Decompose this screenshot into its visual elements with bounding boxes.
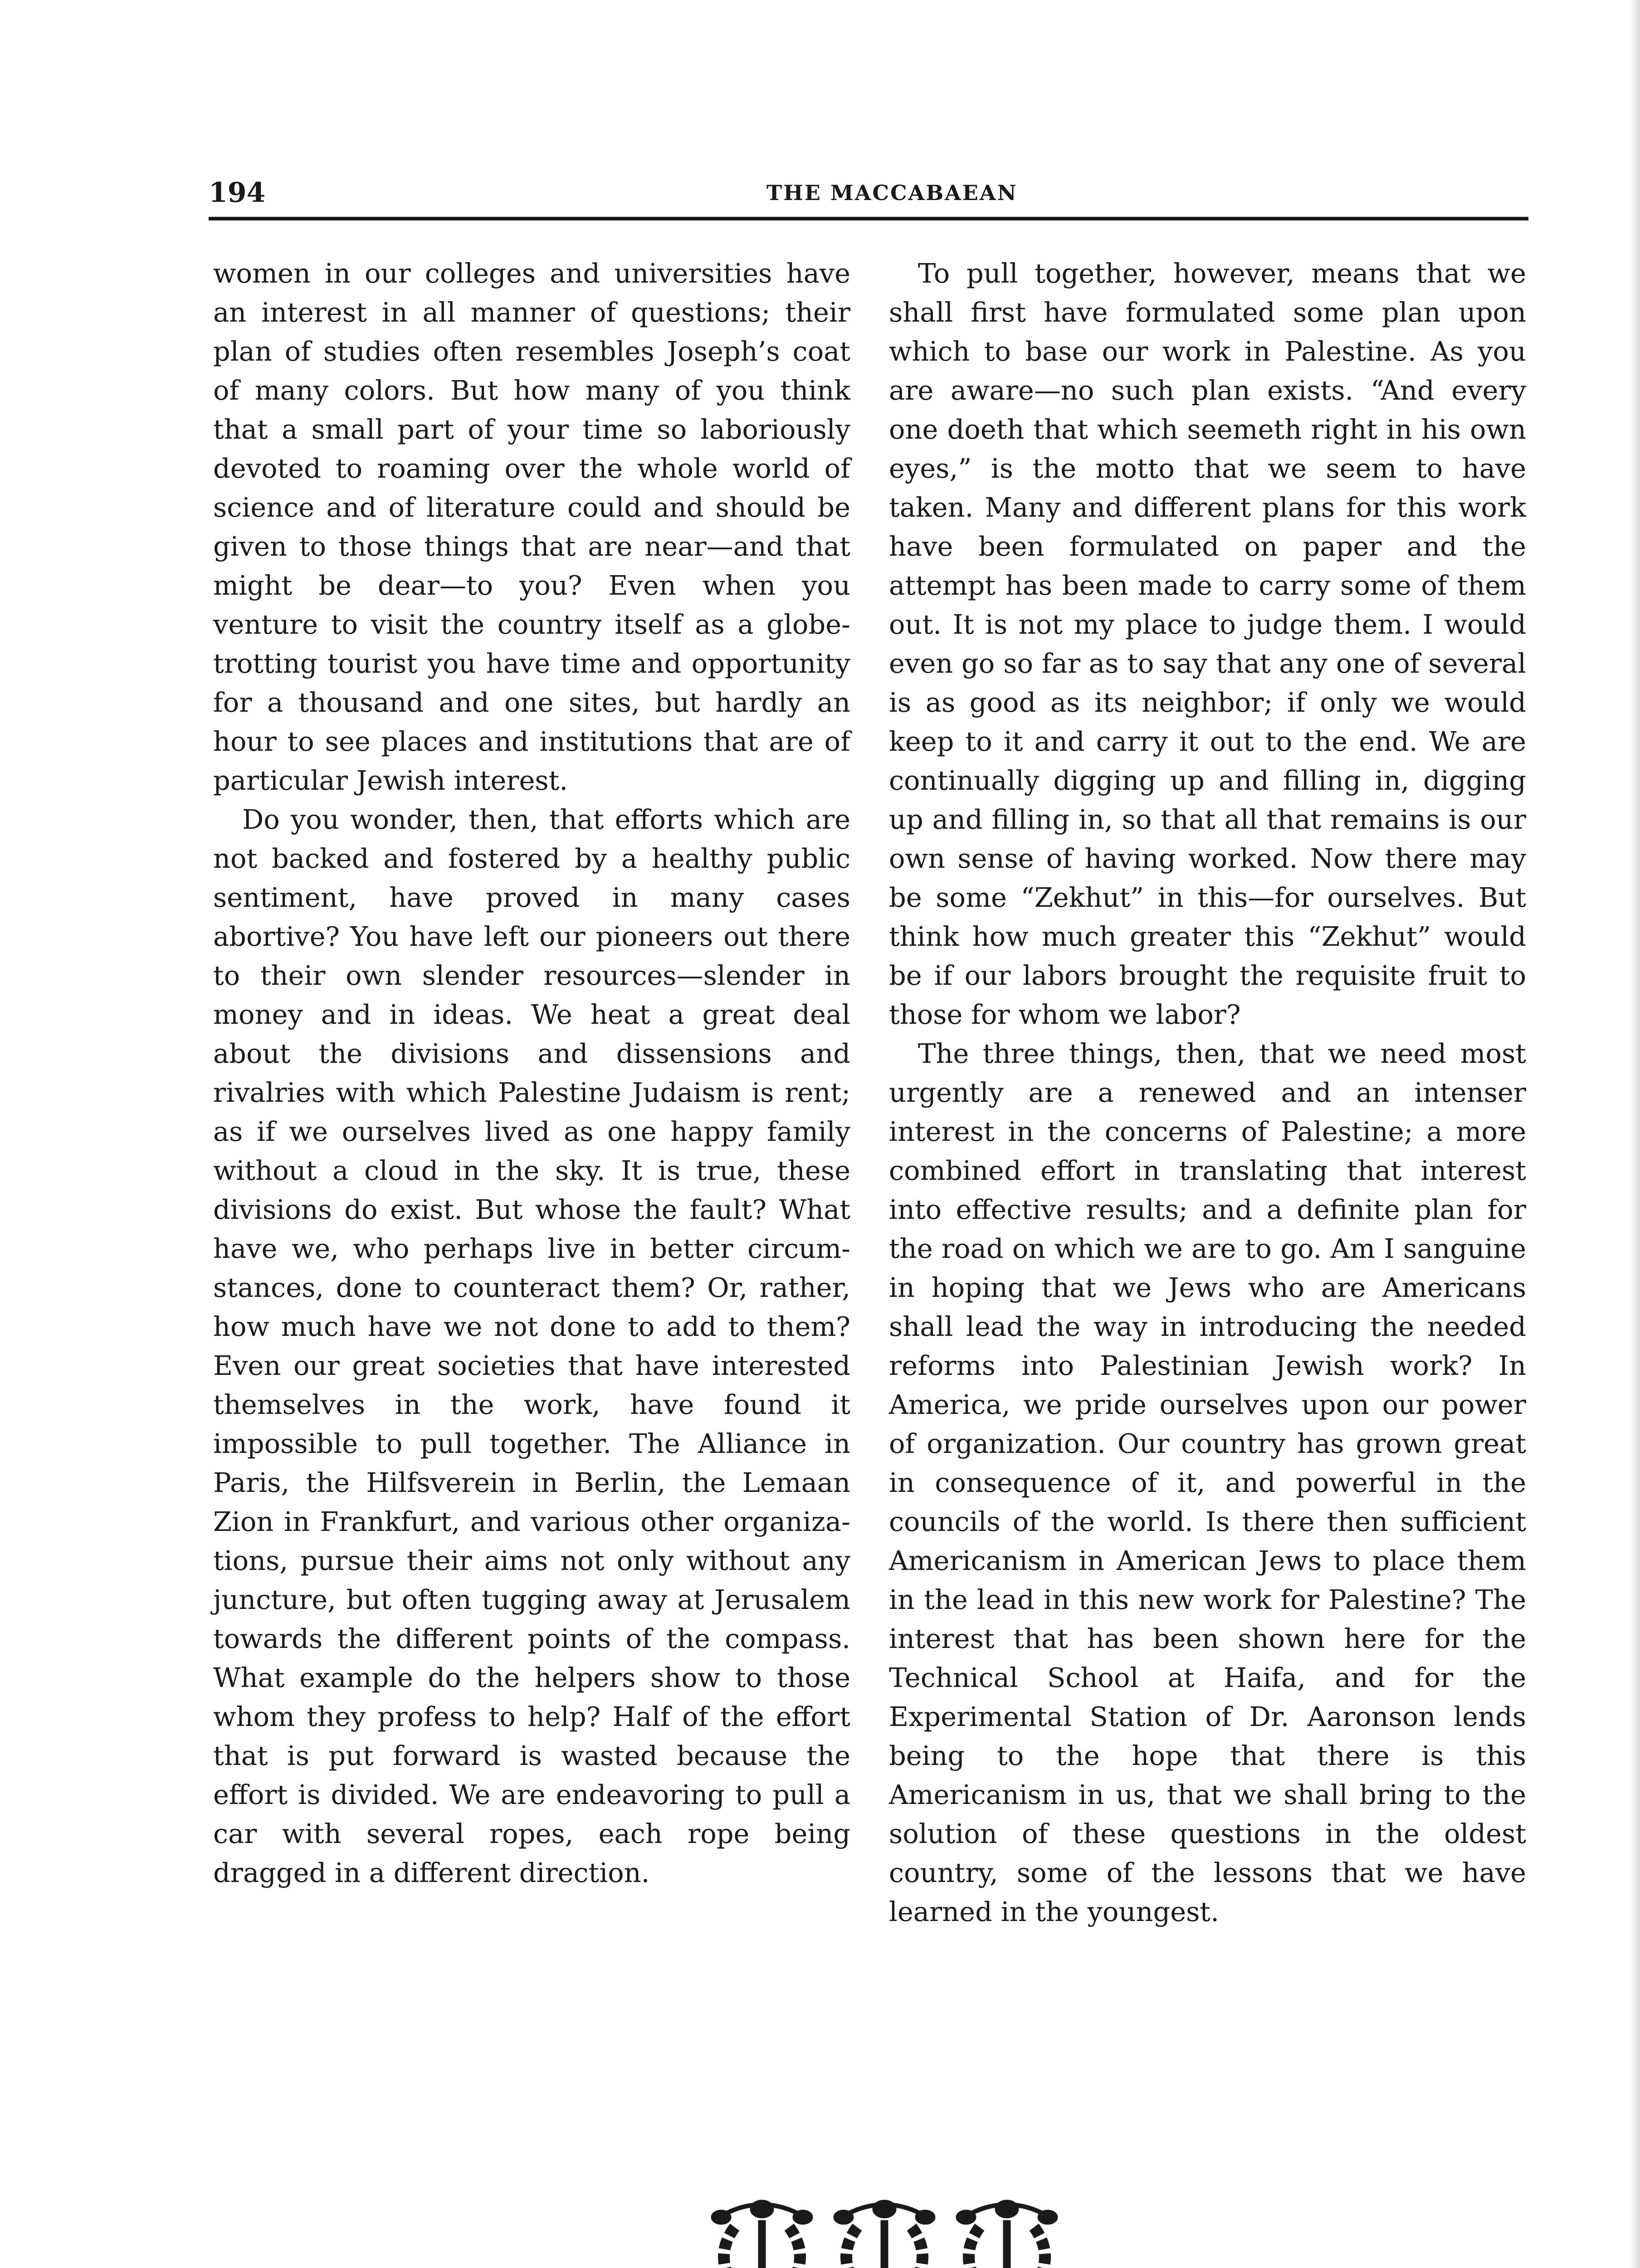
scan-edge bbox=[1630, 0, 1640, 2268]
left-paragraph-1: women in our colleges and universities have an interest in all manner of questions; their plan of studies often resembles Joseph’s coat of many colors. But how many of you think that a small part of your time so laboriously devoted to roaming over the whole world of science and of literature could and should be given to those things that are near—and that might be dear—to you? Even when you venture to visit the country itself as a globe-trotting tourist you have time and opportunity for a thousand and one sites, but hardly an hour to see places and institutions that are of particular Jewish interest. bbox=[213, 258, 850, 796]
triple-wreath-ornament-icon bbox=[703, 2195, 1066, 2268]
left-column bbox=[213, 254, 850, 1892]
right-column bbox=[889, 254, 1526, 1931]
left-paragraph-2: Do you wonder, then, that efforts which are not backed and fostered by a healthy public sentiment, have proved in many cases abortive? You have left our pioneers out there to their own slender resources—slender in money and in ideas. We heat a great deal about the divisions and dissensions and rivalries with which Palestine Judaism is rent; as if we ourselves lived as one happy family without a cloud in the sky. It is true, these divisions do exist. But whose the fault? What have we, who perhaps live in better circumstances, done to counteract them? Or, rather, how much have we not done to add to them? Even our great societies that have interested themselves in the work, have found it impossible to pull together. The Alliance in Paris, the Hilfsverein in Berlin, the Lemaan Zion in Frankfurt, and various other organizations, pursue their aims not only without any juncture, but often tugging away at Jerusalem towards the different points of the compass. What example do the helpers show to those whom they profess to help? Half of the effort that is put forward is wasted because the effort is divided. We are endeavoring to pull a car with several ropes, each rope being dragged in a different direction. bbox=[213, 804, 850, 1888]
right-paragraph-1: To pull together, however, means that we shall first have formulated some plan upon which to base our work in Palestine. As you are aware—no such plan exists. “And every one doeth that which seemeth right in his own eyes,” is the motto that we seem to have taken. Many and different plans for this work have been formulated on paper and the attempt has been made to carry some of them out. It is not my place to judge them. I would even go so far as to say that any one of several is as good as its neighbor; if only we would keep to it and carry it out to the end. We are continually digging up and filling in, digging up and filling in, so that all that remains is our own sense of having worked. Now there may be some “Zekhut” in this—for ourselves. But think how much greater this “Zekhut” would be if our labors brought the requisite fruit to those for whom we labor? bbox=[889, 258, 1526, 1030]
header-rule bbox=[209, 217, 1528, 220]
running-head: THE MACCABAEAN bbox=[766, 181, 1018, 205]
page-number: 194 bbox=[209, 177, 266, 209]
right-paragraph-2: The three things, then, that we need most urgently are a renewed and an intenser interest in the concerns of Palestine; a more combined effort in translating that interest into effective results; and a definite plan for the road on which we are to go. Am I sanguine in hoping that we Jews who are Americans shall lead the way in introducing the needed reforms into Palestinian Jewish work? In America, we pride ourselves upon our power of organization. Our country has grown great in consequence of it, and powerful in the councils of the world. Is there then sufficient Americanism in American Jews to place them in the lead in this new work for Palestine? The interest that has been shown here for the Technical School at Haifa, and for the Experimental Station of Dr. Aaronson lends being to the hope that there is this Americanism in us, that we shall bring to the solution of these questions in the oldest country, some of the lessons that we have learned in the youngest. bbox=[889, 1038, 1526, 1927]
